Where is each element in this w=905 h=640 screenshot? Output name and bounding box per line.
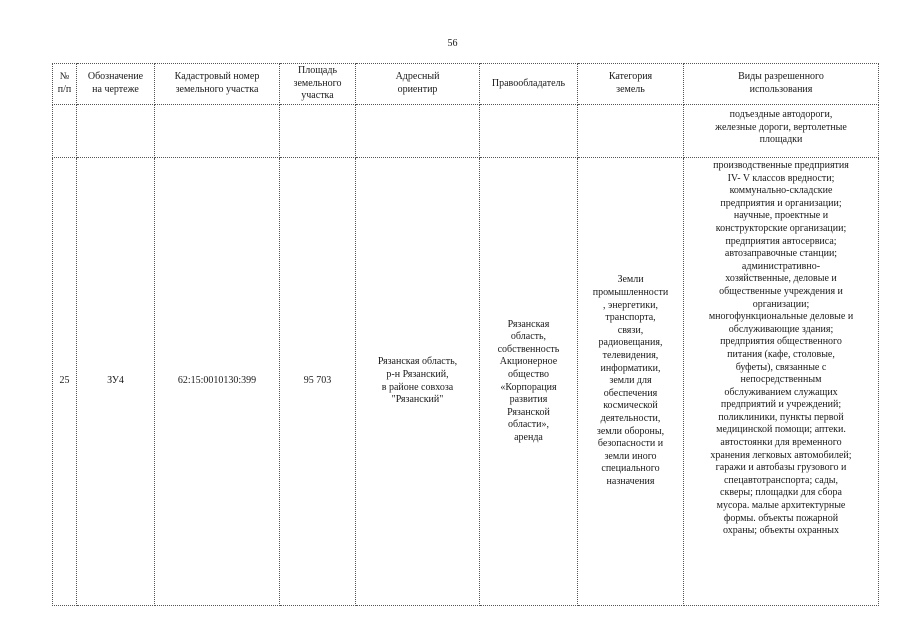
cell-designation: ЗУ4 (77, 158, 155, 606)
table-header-row (53, 64, 879, 105)
table-row-continuation (53, 105, 879, 158)
land-plot-table (52, 63, 879, 606)
cell-empty (155, 105, 280, 158)
cell-empty (77, 105, 155, 158)
header-permitted-uses: Виды разрешенного использования (684, 64, 879, 105)
table-row (53, 158, 879, 606)
header-area: Площадь земельного участка (280, 64, 356, 105)
cell-empty (280, 105, 356, 158)
header-cadastral-number: Кадастровый номер земельного участка (155, 64, 280, 105)
cell-address: Рязанская область, р-н Рязанский, в районе совхоза "Рязанский" (356, 158, 480, 606)
header-designation: Обозначение на чертеже (77, 64, 155, 105)
cell-cadastral-number: 62:15:0010130:399 (155, 158, 280, 606)
cell-empty (53, 105, 77, 158)
page-number: 56 (447, 38, 458, 49)
header-address: Адресный ориентир (356, 64, 480, 105)
cell-empty (356, 105, 480, 158)
cell-area: 95 703 (280, 158, 356, 606)
cell-permitted-uses-continued: подъездные автодороги, железные дороги, вертолетные площадки (684, 105, 879, 158)
header-land-category: Категория земель (578, 64, 684, 105)
header-number: № п/п (53, 64, 77, 105)
header-owner: Правообладатель (480, 64, 578, 105)
cell-number: 25 (53, 158, 77, 606)
cell-empty (480, 105, 578, 158)
cell-land-category: Земли промышленности , энергетики, транспорта, связи, радиовещания, телевидения, информатики, земли для обеспечения космической деятельности, земли обороны, безопасности и земли иного специального назначения (578, 158, 684, 606)
cell-permitted-uses: производственные предприятия IV- V классов вредности; коммунально-складские предприятия и организации; научные, проектные и конструкторские организации; предприятия автосервиса; автозаправочные станции; административно- хозяйственные, деловые и общественные учреждения и организации; многофункциональные деловые и обслуживающие здания; предприятия общественного питания (кафе, столовые, буфеты), связанные с непосредственным обслуживанием служащих предприятий и учреждений; поликлиники, пункты первой медицинской помощи; аптеки. автостоянки для временного хранения легковых автомобилей; гаражи и автобазы грузового и спецавтотранспорта; сады, скверы; площадки для сбора мусора. малые архитектурные формы. объекты пожарной охраны; объекты охранных (684, 158, 879, 606)
cell-empty (578, 105, 684, 158)
cell-owner: Рязанская область, собственность Акционерное общество «Корпорация развития Рязанской области», аренда (480, 158, 578, 606)
